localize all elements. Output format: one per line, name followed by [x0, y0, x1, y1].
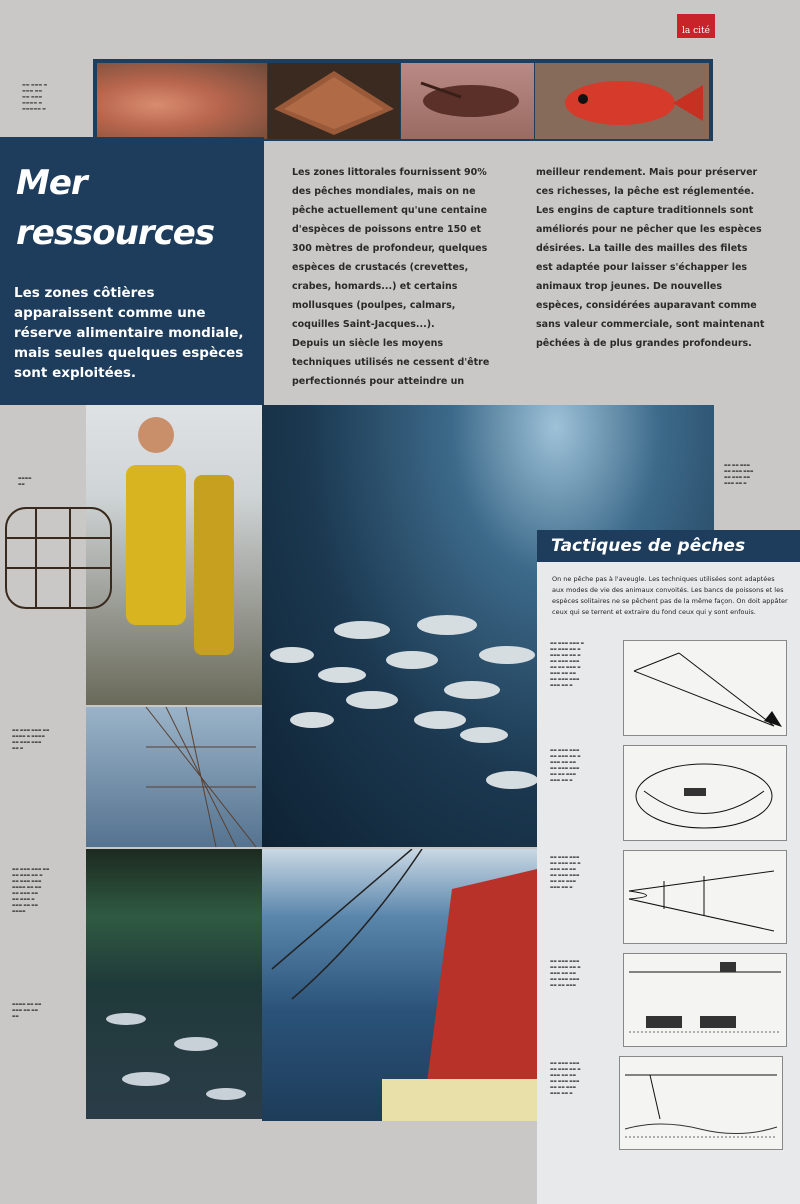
- drawing-seine: [623, 745, 787, 841]
- caption-aquarium: ▬▬ ▬▬▬ ▬▬▬ ▬▬ ▬▬ ▬▬▬ ▬▬ ▬ ▬▬ ▬▬▬ ▬▬▬ ▬▬▬▬ ▬▬ ▬▬ ▬▬ ▬▬▬ ▬▬ ▬▬ ▬▬▬ ▬ ▬▬▬ ▬▬ ▬▬ ▬▬▬▬: [12, 867, 50, 913]
- drawing-bottom-trawl: [623, 953, 787, 1047]
- tactics-intro: On ne pêche pas à l'aveugle. Les techniques utilisées sont adaptées aux modes de vie des animaux convoités. Les bancs de poissons et les espèces solitaires ne se pêchent pas de la même façon. On doit appâter ceux qui se terrent et extraire du fond ceux qui y sont enfouis.: [552, 575, 788, 616]
- la-cite-logo: la cité: [677, 14, 715, 38]
- caption-right: ▬▬ ▬▬ ▬▬▬ ▬▬ ▬▬▬ ▬▬▬ ▬▬ ▬▬▬ ▬▬ ▬▬▬ ▬▬ ▬: [724, 463, 754, 485]
- strip-caption: ▬▬ ▬▬▬ ▬ ▬▬▬ ▬▬ ▬▬ ▬▬▬ ▬▬▬▬ ▬ ▬▬▬▬▬ ▬: [22, 82, 48, 111]
- drawing-dredge: [619, 1056, 783, 1150]
- page-title: [16, 158, 214, 258]
- tactics-heading: Tactiques de pêches: [537, 530, 800, 562]
- drawing-hooks: [623, 640, 787, 736]
- body-column-2: [536, 163, 766, 353]
- tactic-text-5: ▬▬ ▬▬▬ ▬▬▬ ▬▬ ▬▬▬ ▬▬ ▬ ▬▬▬ ▬▬ ▬▬ ▬▬ ▬▬▬ ▬▬▬ ▬▬ ▬▬ ▬▬▬ ▬▬▬ ▬▬ ▬: [550, 1061, 581, 1095]
- photo-net: [86, 707, 262, 847]
- photo-aquarium: [86, 849, 262, 1119]
- tactic-text-1: ▬▬ ▬▬▬ ▬▬▬ ▬ ▬▬ ▬▬▬ ▬▬ ▬ ▬▬▬ ▬▬ ▬▬ ▬ ▬▬ ▬▬▬ ▬▬▬ ▬▬ ▬▬ ▬▬▬ ▬ ▬▬▬ ▬▬ ▬▬ ▬▬ ▬▬▬ ▬▬▬ ▬▬▬ ▬▬ ▬: [550, 641, 584, 687]
- tactic-text-2: ▬▬ ▬▬▬ ▬▬▬ ▬▬ ▬▬▬ ▬▬ ▬ ▬▬▬ ▬▬ ▬▬ ▬▬ ▬▬▬ ▬▬▬ ▬▬ ▬▬ ▬▬▬ ▬▬▬ ▬▬ ▬: [550, 748, 581, 782]
- tactic-text-4: ▬▬ ▬▬▬ ▬▬▬ ▬▬ ▬▬▬ ▬▬ ▬ ▬▬▬ ▬▬ ▬▬ ▬▬ ▬▬▬ ▬▬▬ ▬▬ ▬▬ ▬▬▬: [550, 959, 581, 987]
- caption-fisherman: ▬▬▬▬ ▬▬: [18, 476, 32, 486]
- photo-crustacean: [401, 63, 534, 139]
- paragraph: Les zones littorales fournissent 90% des pêches mondiales, mais on ne pêche actuellement qu'une centaine d'espèces de poissons entre 150 et 300 mètres de profondeur, quelques espèces de crustacés (crevettes, crabes, homards...) et certains mollusques (poulpes, calmars, coquilles Saint-Jacques...).: [292, 167, 488, 330]
- paragraph: Les engins de capture traditionnels sont améliorés pour ne pêcher que les espèces désirées. La taille des mailles des filets est adaptée pour laisser s'échapper les animaux trop jeunes. De nouvelles espèces, considérées auparavant comme sans valeur commerciale, sont maintenant pêchées à de plus grandes profondeurs.: [536, 205, 765, 349]
- body-column-1: [292, 163, 502, 391]
- photo-shellfish: [97, 63, 267, 139]
- title-line-1: Mer: [16, 163, 87, 203]
- paragraph: Depuis un siècle les moyens techniques utilisés ne cessent d'être perfectionnés pour atteindre un: [292, 338, 490, 387]
- photo-lobster-trap: [0, 498, 120, 630]
- title-line-2: ressources: [16, 213, 215, 253]
- caption-net: ▬▬ ▬▬▬ ▬▬▬ ▬▬ ▬▬▬▬ ▬ ▬▬▬▬ ▬▬ ▬▬▬ ▬▬▬ ▬▬ ▬: [12, 728, 50, 750]
- photo-ray: [268, 63, 400, 139]
- paragraph: meilleur rendement. Mais pour préserver ces richesses, la pêche est réglementée.: [536, 167, 758, 197]
- drawing-trawl: [623, 850, 787, 944]
- tactic-text-3: ▬▬ ▬▬▬ ▬▬▬ ▬▬ ▬▬▬ ▬▬ ▬ ▬▬▬ ▬▬ ▬▬ ▬▬ ▬▬▬ ▬▬▬ ▬▬ ▬▬ ▬▬▬ ▬▬▬ ▬▬ ▬: [550, 855, 581, 889]
- photo-trawler: [262, 849, 537, 1121]
- photo-red-fish: [535, 63, 709, 139]
- caption-bottom-left: ▬▬▬▬ ▬▬ ▬▬ ▬▬▬ ▬▬ ▬▬ ▬▬: [12, 1002, 42, 1018]
- intro-text: Les zones côtières apparaissent comme une réserve alimentaire mondiale, mais seules quelques espèces sont exploitées.: [14, 285, 244, 381]
